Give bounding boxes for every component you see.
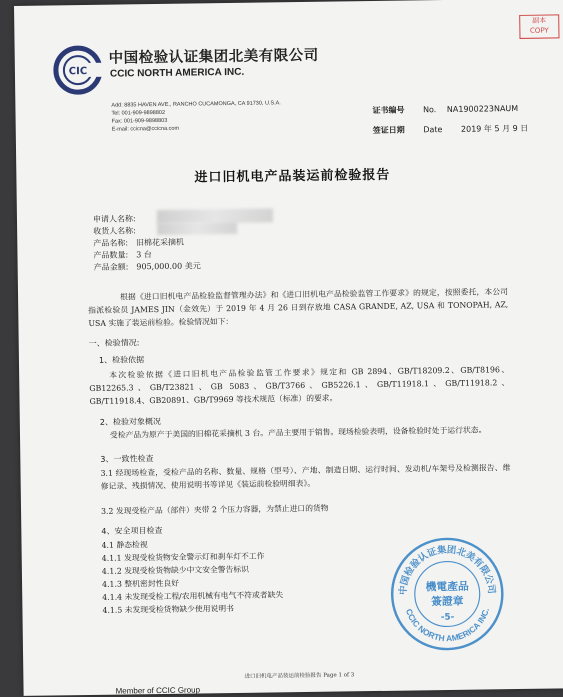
basis-paragraph: 本次检验依据《进口旧机电产品检验监管工作要求》规定和 GB 2894、GB/T18209.2、GB/T8196、GB12265.3、GB/T23821、GB 5083、GB/T3766、GB5226.1、GB/T11918.1、GB/T11918.2、GB/T11918.4、GB20891、GB/T9969 等技术规范（标准）的要求。 [89,365,510,406]
copy-stamp-cn: 副本 [532,16,547,25]
copy-stamp-en: COPY [529,26,549,35]
ccic-logo-icon [53,45,104,96]
field-label: 产品金额: [93,262,129,272]
inspection-seal-icon [387,534,507,654]
phone-line: Tel: 001-909-9898802 [111,109,166,117]
issue-date-value: 2019 年 5 月 9 日 [460,123,529,134]
issue-date-row [373,123,529,136]
report-page [14,0,563,696]
product-amount-field [94,260,201,272]
safety-item: 4.1.4 未发现受检工程/农用机械有电气不符或者缺失 [102,590,284,602]
field-value: 905,000.00 美元 [136,261,201,272]
seal-ring-cn: 中国检验认证集团北美有限公司 [397,544,497,596]
copy-stamp [519,14,559,39]
contact-address [111,99,281,133]
seal-ring-en: CCIC NORTH AMERICA INC. [403,606,492,644]
cert-no-label-cn: 证书编号 [372,105,405,116]
safety-item: 4.1 静态检视 [101,540,148,550]
fax-line: Fax: 001-909-9898803 [111,117,168,125]
safety-item: 4.1.5 未发现受检货物缺少使用说明书 [102,603,234,615]
report-title: 进口旧机电产品装运前检验报告 [194,167,391,186]
seal-center-line-3: -5- [440,612,455,623]
issue-date-label-cn: 签证日期 [372,125,405,136]
section-safety-heading: 4、安全项目检查 [101,525,163,536]
cert-no-value: NA1900223NAUM [446,103,519,114]
field-label: 产品名称: [93,238,129,248]
safety-item: 4.1.1 发现受检货物安全警示灯和刹车灯不工作 [101,551,265,563]
organization-name-en: CCIC NORTH AMERICA INC. [109,66,245,80]
object-paragraph: 受检产品为原产于美国的旧棉花采摘机 3 台。产品主要用于销售。现场检验表明，设备检验时处于运行状态。 [109,425,487,440]
seal-center-line-1: 機電產品 [425,579,469,594]
certificate-number-row [372,103,518,116]
address-line: Add: 8835 HAVEN AVE., RANCHO CUCAMONGA, CA 91730, U.S.A. [111,100,281,109]
issue-date-label-en: Date [423,125,443,135]
section-object-heading: 2、检验对象概况 [99,416,161,427]
field-label: 申请人名称: [92,214,136,224]
field-label: 收货人名称: [93,226,136,236]
consignee-name-field [93,225,136,237]
organization-name-cn: 中国检验认证集团北美有限公司 [108,47,319,67]
safety-item: 4.1.2 发现受检货物缺少中文安全警告标识 [101,564,250,576]
consistency-item-3-2: 3.2 发现受检产品（部件）夹带 2 个压力容器，为禁止进口的货物 [101,503,329,516]
product-name-field [93,237,184,249]
safety-item: 4.1.3 整机密封性良好 [102,578,180,589]
field-label: 产品数量: [93,250,129,260]
member-of-group: Member of CCIC Group [115,685,201,696]
redacted-consignee [157,222,237,235]
product-quantity-field [93,249,151,261]
svg-text:CIC: CIC [68,65,88,78]
field-value: 旧棉花采摘机 [135,237,185,248]
page-footer: 进口旧机电产品装运前检验报告 Page 1 of 3 [244,672,355,680]
section-basis-heading: 1、检验依据 [98,355,145,365]
section-consistency-heading: 3、一致性检查 [100,454,154,464]
cert-no-label-en: No. [422,105,437,115]
seal-center-line-2: 簽證章 [431,594,464,609]
email-line: E-mail: ccicna@ccicna.com [111,125,180,133]
applicant-name-field [93,213,136,225]
intro-paragraph: 根据《进口旧机电产品检验监督管理办法》和《进口旧机电产品检验监管工作要求》的规定，按照委托，本公司指派检验员 JAMES JIN（金效先）于 2019 年 4 月 26 日到存放地 CASA GRANDE, AZ, USA 和 TONOPAH, AZ, USA 实施了装运前检验。检验情况如下： [88,287,509,328]
consistency-item-3-1: 3.1 经现场检查，受检产品的名称、数量、规格（型号）、产地、制造日期、运行时间、发动机/车架号及检测报告、维修记录、残损情况、使用说明书等详见《装运前检验明细表》。 [100,463,511,491]
section-inspection: 一、检验情况: [88,338,140,348]
field-value: 3 台 [136,250,152,260]
